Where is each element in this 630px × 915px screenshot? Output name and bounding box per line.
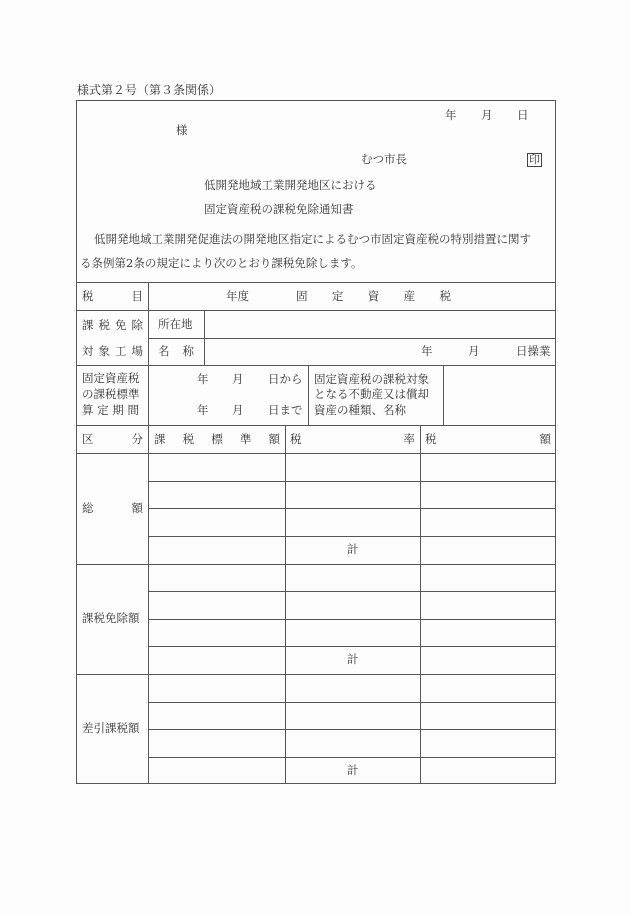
label-char: 産 xyxy=(403,289,416,303)
period-from-day: 日から xyxy=(268,372,303,386)
section-label-total xyxy=(82,503,143,515)
location-label: 所在地 xyxy=(158,317,193,331)
label-char: 額 xyxy=(268,432,280,446)
title-line-2: 固定資産税の課税免除通知書 xyxy=(204,202,354,216)
date-month: 月 xyxy=(481,108,493,122)
asset-label-line-1: 固定資産税の課税対象 xyxy=(314,372,429,386)
asset-label-line-3: 資産の種類、名称 xyxy=(314,403,406,417)
label-char: 資 xyxy=(367,289,380,303)
label-char: 免 xyxy=(115,318,127,332)
body-line-2: る条例第2条の規定により次のとおり課税免除します。 xyxy=(80,256,363,270)
seal-icon: 印 xyxy=(529,153,540,166)
divider xyxy=(148,757,556,758)
label-char: 額 xyxy=(539,432,551,446)
column-divider xyxy=(204,310,205,365)
label-char: 課 xyxy=(82,318,94,332)
label-char: 象 xyxy=(98,344,110,358)
form-number-label: 様式第２号（第３条関係） xyxy=(77,83,222,97)
subtotal-label: 計 xyxy=(347,652,359,666)
period-to-year: 年 xyxy=(197,403,209,417)
body-line-1: 低開発地域工業開発促進法の開発地区指定によるむつ市固定資産税の特別措置に関す xyxy=(94,232,531,246)
divider xyxy=(148,729,556,730)
label-char: 分 xyxy=(131,432,143,446)
column-divider xyxy=(148,282,149,784)
issuer-name: むつ市長 xyxy=(361,152,407,166)
period-label-line-2: の課税標準 xyxy=(82,387,140,401)
divider xyxy=(148,591,556,592)
operation-day: 日操業 xyxy=(516,344,551,358)
factory-name-field[interactable] xyxy=(210,340,410,364)
divider xyxy=(148,702,556,703)
asset-label-line-2: となる不動産又は償却 xyxy=(314,387,429,401)
asset-field[interactable] xyxy=(446,367,553,423)
name-label xyxy=(158,346,194,358)
label-char: 工 xyxy=(115,344,127,358)
tax-year-field[interactable]: 年度 xyxy=(226,289,249,303)
label-char: 率 xyxy=(403,432,415,446)
label-char: 税 xyxy=(290,432,302,446)
period-from-month: 月 xyxy=(232,372,244,386)
period-to-month: 月 xyxy=(232,403,244,417)
label-char: 税 xyxy=(98,318,110,332)
label-char: 除 xyxy=(131,318,143,332)
label-char: 額 xyxy=(131,501,143,515)
divider xyxy=(148,619,556,620)
date-year: 年 xyxy=(445,108,457,122)
divider xyxy=(148,481,556,482)
label-char: 対 xyxy=(82,344,94,358)
period-label-line-3: 算 定 期 間 xyxy=(82,403,139,417)
date-day: 日 xyxy=(517,108,529,122)
label-char: 区 xyxy=(82,432,94,446)
subtotal-label: 計 xyxy=(347,763,359,777)
label-char: 目 xyxy=(131,289,143,303)
label-char: 準 xyxy=(239,432,252,446)
label-char: 称 xyxy=(182,344,194,358)
divider xyxy=(148,536,556,537)
operation-month: 月 xyxy=(468,344,480,358)
label-char: 税 xyxy=(425,432,437,446)
addressee-suffix: 様 xyxy=(176,123,188,137)
label-char: 標 xyxy=(211,432,223,446)
tax-item-label xyxy=(82,291,143,303)
label-char: 課 xyxy=(154,432,166,446)
col-header-category xyxy=(82,434,143,446)
section-label-exemption: 課税免除額 xyxy=(82,611,140,625)
divider xyxy=(148,508,556,509)
tax-name xyxy=(296,291,451,303)
factory-label-line-2 xyxy=(82,346,143,358)
label-char: 税 xyxy=(439,289,451,303)
seal-mark xyxy=(527,153,542,167)
period-from-year: 年 xyxy=(197,372,209,386)
period-label-line-1: 固定資産税 xyxy=(82,371,140,385)
operation-year: 年 xyxy=(421,344,433,358)
column-divider xyxy=(285,425,286,784)
label-char: 税 xyxy=(182,432,195,446)
label-char: 名 xyxy=(158,344,170,358)
period-to-day: 日まで xyxy=(268,403,303,417)
column-divider xyxy=(443,365,444,425)
label-char: 定 xyxy=(331,289,344,303)
col-header-tax-rate xyxy=(290,434,415,446)
title-line-1: 低開発地域工業開発地区における xyxy=(204,178,377,192)
location-field[interactable] xyxy=(210,312,552,336)
divider xyxy=(148,338,556,339)
column-divider xyxy=(420,425,421,784)
column-divider xyxy=(308,365,309,425)
divider xyxy=(148,646,556,647)
section-label-net-tax: 差引課税額 xyxy=(82,721,140,735)
col-header-tax-amount xyxy=(425,434,551,446)
factory-label-line-1 xyxy=(82,320,143,332)
col-header-tax-base xyxy=(154,434,280,446)
label-char: 場 xyxy=(131,344,143,358)
label-char: 総 xyxy=(82,501,94,515)
label-char: 税 xyxy=(82,289,94,303)
label-char: 固 xyxy=(296,289,308,303)
subtotal-label: 計 xyxy=(347,542,359,556)
